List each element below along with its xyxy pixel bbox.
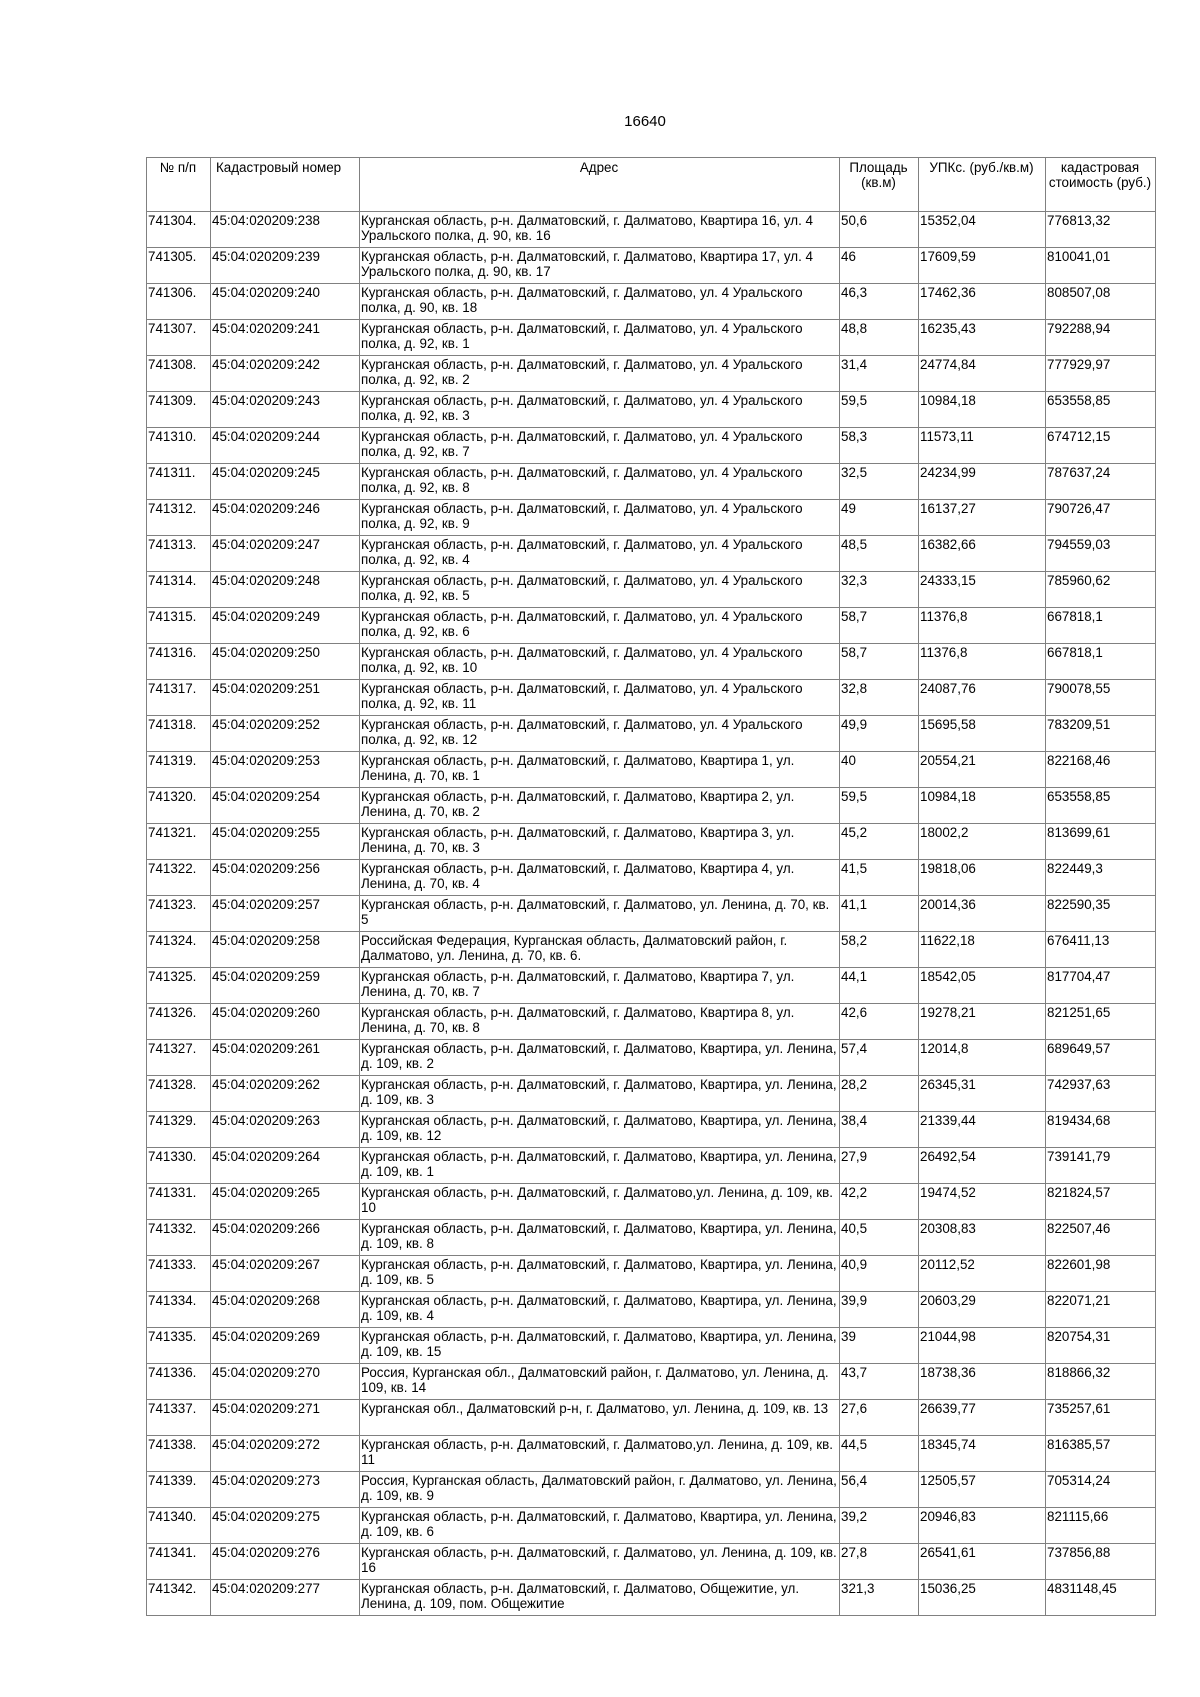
address: Курганская область, р-н. Далматовский, г. Далматово, Квартира 16, ул. 4 Уральского полка, д. 90, кв. 16 bbox=[360, 212, 840, 248]
row-num: 741341. bbox=[147, 1544, 211, 1580]
address: Курганская область, р-н. Далматовский, г. Далматово, ул. 4 Уральского полка, д. 92, кв. 11 bbox=[360, 680, 840, 716]
address: Курганская область, р-н. Далматовский, г. Далматово, ул. Ленина, д. 109, кв. 16 bbox=[360, 1544, 840, 1580]
area: 41,5 bbox=[840, 860, 919, 896]
cadastral-number: 45:04:020209:242 bbox=[211, 356, 360, 392]
upks: 18542,05 bbox=[919, 968, 1046, 1004]
cadastral-number: 45:04:020209:275 bbox=[211, 1508, 360, 1544]
area: 46,3 bbox=[840, 284, 919, 320]
address: Российская Федерация, Курганская область, Далматовский район, г. Далматово, ул. Ленина, д. 70, кв. 6. bbox=[360, 932, 840, 968]
address: Курганская область, р-н. Далматовский, г. Далматово, Общежитие, ул. Ленина, д. 109, пом. Общежитие bbox=[360, 1580, 840, 1616]
table-row bbox=[147, 752, 1156, 788]
cadastral-value: 667818,1 bbox=[1046, 644, 1156, 680]
row-num: 741326. bbox=[147, 1004, 211, 1040]
upks: 19278,21 bbox=[919, 1004, 1046, 1040]
table-row bbox=[147, 1076, 1156, 1112]
area: 58,3 bbox=[840, 428, 919, 464]
cadastral-value: 794559,03 bbox=[1046, 536, 1156, 572]
upks: 20014,36 bbox=[919, 896, 1046, 932]
area: 40,5 bbox=[840, 1220, 919, 1256]
cadastral-number: 45:04:020209:265 bbox=[211, 1184, 360, 1220]
address: Курганская область, р-н. Далматовский, г. Далматово, Квартира 8, ул. Ленина, д. 70, кв. 8 bbox=[360, 1004, 840, 1040]
upks: 15695,58 bbox=[919, 716, 1046, 752]
cadastral-value: 653558,85 bbox=[1046, 392, 1156, 428]
table-row bbox=[147, 608, 1156, 644]
cadastral-number: 45:04:020209:259 bbox=[211, 968, 360, 1004]
area: 50,6 bbox=[840, 212, 919, 248]
area: 48,8 bbox=[840, 320, 919, 356]
upks: 11622,18 bbox=[919, 932, 1046, 968]
cadastral-value: 822071,21 bbox=[1046, 1292, 1156, 1328]
upks: 20112,52 bbox=[919, 1256, 1046, 1292]
table-row bbox=[147, 572, 1156, 608]
table-row bbox=[147, 860, 1156, 896]
table-header-row bbox=[147, 158, 1156, 212]
cadastral-number: 45:04:020209:272 bbox=[211, 1436, 360, 1472]
address: Курганская область, р-н. Далматовский, г. Далматово, ул. 4 Уральского полка, д. 92, кв. 1 bbox=[360, 320, 840, 356]
area: 39 bbox=[840, 1328, 919, 1364]
upks: 21339,44 bbox=[919, 1112, 1046, 1148]
area: 38,4 bbox=[840, 1112, 919, 1148]
area: 321,3 bbox=[840, 1580, 919, 1616]
cadastral-value: 667818,1 bbox=[1046, 608, 1156, 644]
row-num: 741333. bbox=[147, 1256, 211, 1292]
row-num: 741316. bbox=[147, 644, 211, 680]
upks: 17609,59 bbox=[919, 248, 1046, 284]
upks: 10984,18 bbox=[919, 788, 1046, 824]
row-num: 741321. bbox=[147, 824, 211, 860]
address: Курганская область, р-н. Далматовский, г. Далматово, ул. 4 Уральского полка, д. 92, кв. 9 bbox=[360, 500, 840, 536]
upks: 24333,15 bbox=[919, 572, 1046, 608]
area: 32,8 bbox=[840, 680, 919, 716]
row-num: 741315. bbox=[147, 608, 211, 644]
area: 45,2 bbox=[840, 824, 919, 860]
cadastral-value: 822449,3 bbox=[1046, 860, 1156, 896]
row-num: 741334. bbox=[147, 1292, 211, 1328]
table-row bbox=[147, 644, 1156, 680]
table-row bbox=[147, 1472, 1156, 1508]
cadastral-number: 45:04:020209:251 bbox=[211, 680, 360, 716]
table-row bbox=[147, 932, 1156, 968]
row-num: 741342. bbox=[147, 1580, 211, 1616]
table-row bbox=[147, 1292, 1156, 1328]
address: Курганская область, р-н. Далматовский, г. Далматово, Квартира 2, ул. Ленина, д. 70, кв. 2 bbox=[360, 788, 840, 824]
table-row bbox=[147, 1184, 1156, 1220]
row-num: 741340. bbox=[147, 1508, 211, 1544]
row-num: 741331. bbox=[147, 1184, 211, 1220]
upks: 12505,57 bbox=[919, 1472, 1046, 1508]
cadastral-value: 808507,08 bbox=[1046, 284, 1156, 320]
cadastral-number: 45:04:020209:249 bbox=[211, 608, 360, 644]
cadastral-value: 689649,57 bbox=[1046, 1040, 1156, 1076]
table-row bbox=[147, 1256, 1156, 1292]
cadastral-value: 821115,66 bbox=[1046, 1508, 1156, 1544]
cadastral-number: 45:04:020209:257 bbox=[211, 896, 360, 932]
cadastral-number: 45:04:020209:276 bbox=[211, 1544, 360, 1580]
upks: 11573,11 bbox=[919, 428, 1046, 464]
table-row bbox=[147, 1544, 1156, 1580]
header-address: Адрес bbox=[360, 158, 840, 212]
row-num: 741338. bbox=[147, 1436, 211, 1472]
cadastral-number: 45:04:020209:261 bbox=[211, 1040, 360, 1076]
address: Курганская область, р-н. Далматовский, г. Далматово, ул. 4 Уральского полка, д. 92, кв. 6 bbox=[360, 608, 840, 644]
area: 57,4 bbox=[840, 1040, 919, 1076]
row-num: 741308. bbox=[147, 356, 211, 392]
area: 31,4 bbox=[840, 356, 919, 392]
cadastral-number: 45:04:020209:248 bbox=[211, 572, 360, 608]
upks: 18002,2 bbox=[919, 824, 1046, 860]
table-row bbox=[147, 1040, 1156, 1076]
upks: 26541,61 bbox=[919, 1544, 1046, 1580]
upks: 19818,06 bbox=[919, 860, 1046, 896]
cadastral-value: 742937,63 bbox=[1046, 1076, 1156, 1112]
row-num: 741310. bbox=[147, 428, 211, 464]
address: Курганская область, р-н. Далматовский, г. Далматово, Квартира, ул. Ленина, д. 109, кв. 4 bbox=[360, 1292, 840, 1328]
cadastral-value: 787637,24 bbox=[1046, 464, 1156, 500]
table-row bbox=[147, 1436, 1156, 1472]
cadastral-table bbox=[146, 157, 1156, 1616]
area: 32,5 bbox=[840, 464, 919, 500]
upks: 16382,66 bbox=[919, 536, 1046, 572]
address: Россия, Курганская обл., Далматовский район, г. Далматово, ул. Ленина, д. 109, кв. 14 bbox=[360, 1364, 840, 1400]
address: Россия, Курганская область, Далматовский район, г. Далматово, ул. Ленина, д. 109, кв. 9 bbox=[360, 1472, 840, 1508]
row-num: 741314. bbox=[147, 572, 211, 608]
page-number: 16640 bbox=[624, 113, 666, 130]
upks: 26492,54 bbox=[919, 1148, 1046, 1184]
row-num: 741336. bbox=[147, 1364, 211, 1400]
area: 48,5 bbox=[840, 536, 919, 572]
cadastral-value: 817704,47 bbox=[1046, 968, 1156, 1004]
table-row bbox=[147, 212, 1156, 248]
row-num: 741313. bbox=[147, 536, 211, 572]
area: 40,9 bbox=[840, 1256, 919, 1292]
row-num: 741329. bbox=[147, 1112, 211, 1148]
address: Курганская область, р-н. Далматовский, г. Далматово, Квартира, ул. Ленина, д. 109, кв. 15 bbox=[360, 1328, 840, 1364]
cadastral-value: 810041,01 bbox=[1046, 248, 1156, 284]
upks: 24087,76 bbox=[919, 680, 1046, 716]
cadastral-number: 45:04:020209:256 bbox=[211, 860, 360, 896]
address: Курганская область, р-н. Далматовский, г. Далматово, ул. 4 Уральского полка, д. 92, кв. 12 bbox=[360, 716, 840, 752]
cadastral-value: 822168,46 bbox=[1046, 752, 1156, 788]
area: 28,2 bbox=[840, 1076, 919, 1112]
cadastral-value: 777929,97 bbox=[1046, 356, 1156, 392]
table-row bbox=[147, 680, 1156, 716]
area: 32,3 bbox=[840, 572, 919, 608]
cadastral-value: 822590,35 bbox=[1046, 896, 1156, 932]
table-row bbox=[147, 788, 1156, 824]
upks: 10984,18 bbox=[919, 392, 1046, 428]
row-num: 741305. bbox=[147, 248, 211, 284]
upks: 11376,8 bbox=[919, 644, 1046, 680]
cadastral-value: 821824,57 bbox=[1046, 1184, 1156, 1220]
cadastral-value: 776813,32 bbox=[1046, 212, 1156, 248]
address: Курганская область, р-н. Далматовский, г. Далматово,ул. Ленина, д. 109, кв. 11 bbox=[360, 1436, 840, 1472]
cadastral-value: 818866,32 bbox=[1046, 1364, 1156, 1400]
table-row bbox=[147, 536, 1156, 572]
area: 49,9 bbox=[840, 716, 919, 752]
table-row bbox=[147, 1220, 1156, 1256]
row-num: 741311. bbox=[147, 464, 211, 500]
address: Курганская область, р-н. Далматовский, г. Далматово, ул. 4 Уральского полка, д. 92, кв. 7 bbox=[360, 428, 840, 464]
cadastral-number: 45:04:020209:243 bbox=[211, 392, 360, 428]
upks: 24234,99 bbox=[919, 464, 1046, 500]
cadastral-value: 676411,13 bbox=[1046, 932, 1156, 968]
table-row bbox=[147, 1364, 1156, 1400]
cadastral-value: 816385,57 bbox=[1046, 1436, 1156, 1472]
cadastral-value: 4831148,45 bbox=[1046, 1580, 1156, 1616]
table-row bbox=[147, 284, 1156, 320]
row-num: 741332. bbox=[147, 1220, 211, 1256]
address: Курганская область, р-н. Далматовский, г. Далматово, ул. 4 Уральского полка, д. 90, кв. 18 bbox=[360, 284, 840, 320]
table-row bbox=[147, 428, 1156, 464]
cadastral-number: 45:04:020209:260 bbox=[211, 1004, 360, 1040]
cadastral-value: 739141,79 bbox=[1046, 1148, 1156, 1184]
upks: 16235,43 bbox=[919, 320, 1046, 356]
table-row bbox=[147, 824, 1156, 860]
cadastral-value: 822507,46 bbox=[1046, 1220, 1156, 1256]
upks: 15036,25 bbox=[919, 1580, 1046, 1616]
row-num: 741327. bbox=[147, 1040, 211, 1076]
area: 46 bbox=[840, 248, 919, 284]
area: 58,7 bbox=[840, 644, 919, 680]
header-area: Площадь (кв.м) bbox=[840, 158, 919, 212]
row-num: 741319. bbox=[147, 752, 211, 788]
upks: 24774,84 bbox=[919, 356, 1046, 392]
row-num: 741337. bbox=[147, 1400, 211, 1436]
address: Курганская область, р-н. Далматовский, г. Далматово, Квартира 7, ул. Ленина, д. 70, кв. 7 bbox=[360, 968, 840, 1004]
address: Курганская область, р-н. Далматовский, г. Далматово, Квартира 17, ул. 4 Уральского полка, д. 90, кв. 17 bbox=[360, 248, 840, 284]
row-num: 741322. bbox=[147, 860, 211, 896]
header-cadastral: Кадастровый номер bbox=[211, 158, 360, 212]
row-num: 741306. bbox=[147, 284, 211, 320]
address: Курганская область, р-н. Далматовский, г. Далматово, Квартира 3, ул. Ленина, д. 70, кв. 3 bbox=[360, 824, 840, 860]
row-num: 741335. bbox=[147, 1328, 211, 1364]
row-num: 741307. bbox=[147, 320, 211, 356]
upks: 15352,04 bbox=[919, 212, 1046, 248]
address: Курганская область, р-н. Далматовский, г. Далматово, ул. 4 Уральского полка, д. 92, кв. 8 bbox=[360, 464, 840, 500]
cadastral-number: 45:04:020209:269 bbox=[211, 1328, 360, 1364]
table-row bbox=[147, 716, 1156, 752]
address: Курганская обл., Далматовский р-н, г. Далматово, ул. Ленина, д. 109, кв. 13 bbox=[360, 1400, 840, 1436]
cadastral-number: 45:04:020209:268 bbox=[211, 1292, 360, 1328]
cadastral-value: 790726,47 bbox=[1046, 500, 1156, 536]
address: Курганская область, р-н. Далматовский, г. Далматово, Квартира, ул. Ленина, д. 109, кв. 8 bbox=[360, 1220, 840, 1256]
upks: 11376,8 bbox=[919, 608, 1046, 644]
row-num: 741312. bbox=[147, 500, 211, 536]
address: Курганская область, р-н. Далматовский, г. Далматово,ул. Ленина, д. 109, кв. 10 bbox=[360, 1184, 840, 1220]
address: Курганская область, р-н. Далматовский, г. Далматово, Квартира 4, ул. Ленина, д. 70, кв. 4 bbox=[360, 860, 840, 896]
cadastral-value: 735257,61 bbox=[1046, 1400, 1156, 1436]
table-row bbox=[147, 1400, 1156, 1436]
upks: 26345,31 bbox=[919, 1076, 1046, 1112]
area: 27,6 bbox=[840, 1400, 919, 1436]
cadastral-value: 792288,94 bbox=[1046, 320, 1156, 356]
table-row bbox=[147, 1508, 1156, 1544]
address: Курганская область, р-н. Далматовский, г. Далматово, ул. Ленина, д. 70, кв. 5 bbox=[360, 896, 840, 932]
cadastral-number: 45:04:020209:267 bbox=[211, 1256, 360, 1292]
cadastral-number: 45:04:020209:240 bbox=[211, 284, 360, 320]
row-num: 741304. bbox=[147, 212, 211, 248]
upks: 20308,83 bbox=[919, 1220, 1046, 1256]
cadastral-number: 45:04:020209:271 bbox=[211, 1400, 360, 1436]
upks: 12014,8 bbox=[919, 1040, 1046, 1076]
upks: 19474,52 bbox=[919, 1184, 1046, 1220]
table-row bbox=[147, 500, 1156, 536]
cadastral-number: 45:04:020209:277 bbox=[211, 1580, 360, 1616]
area: 59,5 bbox=[840, 788, 919, 824]
cadastral-number: 45:04:020209:254 bbox=[211, 788, 360, 824]
area: 56,4 bbox=[840, 1472, 919, 1508]
cadastral-value: 820754,31 bbox=[1046, 1328, 1156, 1364]
row-num: 741309. bbox=[147, 392, 211, 428]
area: 40 bbox=[840, 752, 919, 788]
cadastral-number: 45:04:020209:263 bbox=[211, 1112, 360, 1148]
area: 39,2 bbox=[840, 1508, 919, 1544]
row-num: 741317. bbox=[147, 680, 211, 716]
cadastral-value: 705314,24 bbox=[1046, 1472, 1156, 1508]
table-row bbox=[147, 1328, 1156, 1364]
row-num: 741324. bbox=[147, 932, 211, 968]
header-upks: УПКс. (руб./кв.м) bbox=[919, 158, 1046, 212]
upks: 20946,83 bbox=[919, 1508, 1046, 1544]
table-row bbox=[147, 464, 1156, 500]
area: 44,1 bbox=[840, 968, 919, 1004]
upks: 16137,27 bbox=[919, 500, 1046, 536]
address: Курганская область, р-н. Далматовский, г. Далматово, ул. 4 Уральского полка, д. 92, кв. 3 bbox=[360, 392, 840, 428]
address: Курганская область, р-н. Далматовский, г. Далматово, ул. 4 Уральского полка, д. 92, кв. 2 bbox=[360, 356, 840, 392]
row-num: 741320. bbox=[147, 788, 211, 824]
cadastral-number: 45:04:020209:266 bbox=[211, 1220, 360, 1256]
area: 44,5 bbox=[840, 1436, 919, 1472]
cadastral-number: 45:04:020209:241 bbox=[211, 320, 360, 356]
table-row bbox=[147, 1112, 1156, 1148]
cadastral-value: 819434,68 bbox=[1046, 1112, 1156, 1148]
row-num: 741339. bbox=[147, 1472, 211, 1508]
table-row bbox=[147, 896, 1156, 932]
cadastral-value: 822601,98 bbox=[1046, 1256, 1156, 1292]
table-row bbox=[147, 1004, 1156, 1040]
cadastral-value: 821251,65 bbox=[1046, 1004, 1156, 1040]
area: 49 bbox=[840, 500, 919, 536]
cadastral-number: 45:04:020209:245 bbox=[211, 464, 360, 500]
address: Курганская область, р-н. Далматовский, г. Далматово, ул. 4 Уральского полка, д. 92, кв. 5 bbox=[360, 572, 840, 608]
cadastral-number: 45:04:020209:264 bbox=[211, 1148, 360, 1184]
cadastral-value: 737856,88 bbox=[1046, 1544, 1156, 1580]
cadastral-number: 45:04:020209:262 bbox=[211, 1076, 360, 1112]
address: Курганская область, р-н. Далматовский, г. Далматово, Квартира, ул. Ленина, д. 109, кв. 12 bbox=[360, 1112, 840, 1148]
area: 27,8 bbox=[840, 1544, 919, 1580]
table-row bbox=[147, 392, 1156, 428]
cadastral-value: 790078,55 bbox=[1046, 680, 1156, 716]
area: 43,7 bbox=[840, 1364, 919, 1400]
area: 58,7 bbox=[840, 608, 919, 644]
upks: 26639,77 bbox=[919, 1400, 1046, 1436]
cadastral-number: 45:04:020209:252 bbox=[211, 716, 360, 752]
upks: 18345,74 bbox=[919, 1436, 1046, 1472]
cadastral-number: 45:04:020209:273 bbox=[211, 1472, 360, 1508]
area: 39,9 bbox=[840, 1292, 919, 1328]
area: 42,6 bbox=[840, 1004, 919, 1040]
upks: 20554,21 bbox=[919, 752, 1046, 788]
row-num: 741318. bbox=[147, 716, 211, 752]
row-num: 741323. bbox=[147, 896, 211, 932]
area: 42,2 bbox=[840, 1184, 919, 1220]
table-row bbox=[147, 1148, 1156, 1184]
upks: 21044,98 bbox=[919, 1328, 1046, 1364]
cadastral-number: 45:04:020209:238 bbox=[211, 212, 360, 248]
cadastral-value: 813699,61 bbox=[1046, 824, 1156, 860]
address: Курганская область, р-н. Далматовский, г. Далматово, Квартира 1, ул. Ленина, д. 70, кв. 1 bbox=[360, 752, 840, 788]
upks: 20603,29 bbox=[919, 1292, 1046, 1328]
table-row bbox=[147, 356, 1156, 392]
address: Курганская область, р-н. Далматовский, г. Далматово, Квартира, ул. Ленина, д. 109, кв. 6 bbox=[360, 1508, 840, 1544]
cadastral-number: 45:04:020209:246 bbox=[211, 500, 360, 536]
cadastral-number: 45:04:020209:244 bbox=[211, 428, 360, 464]
cadastral-number: 45:04:020209:255 bbox=[211, 824, 360, 860]
cadastral-number: 45:04:020209:250 bbox=[211, 644, 360, 680]
header-num: № п/п bbox=[147, 158, 211, 212]
area: 27,9 bbox=[840, 1148, 919, 1184]
upks: 17462,36 bbox=[919, 284, 1046, 320]
table-row bbox=[147, 248, 1156, 284]
cadastral-number: 45:04:020209:270 bbox=[211, 1364, 360, 1400]
cadastral-number: 45:04:020209:247 bbox=[211, 536, 360, 572]
address: Курганская область, р-н. Далматовский, г. Далматово, Квартира, ул. Ленина, д. 109, кв. 3 bbox=[360, 1076, 840, 1112]
header-value: кадастровая стоимость (руб.) bbox=[1046, 158, 1156, 212]
cadastral-number: 45:04:020209:258 bbox=[211, 932, 360, 968]
table-row bbox=[147, 1580, 1156, 1616]
row-num: 741328. bbox=[147, 1076, 211, 1112]
table-row bbox=[147, 968, 1156, 1004]
cadastral-value: 653558,85 bbox=[1046, 788, 1156, 824]
area: 41,1 bbox=[840, 896, 919, 932]
upks: 18738,36 bbox=[919, 1364, 1046, 1400]
cadastral-number: 45:04:020209:239 bbox=[211, 248, 360, 284]
address: Курганская область, р-н. Далматовский, г. Далматово, ул. 4 Уральского полка, д. 92, кв. 4 bbox=[360, 536, 840, 572]
row-num: 741330. bbox=[147, 1148, 211, 1184]
cadastral-number: 45:04:020209:253 bbox=[211, 752, 360, 788]
address: Курганская область, р-н. Далматовский, г. Далматово, Квартира, ул. Ленина, д. 109, кв. 5 bbox=[360, 1256, 840, 1292]
cadastral-value: 785960,62 bbox=[1046, 572, 1156, 608]
address: Курганская область, р-н. Далматовский, г. Далматово, Квартира, ул. Ленина, д. 109, кв. 2 bbox=[360, 1040, 840, 1076]
area: 58,2 bbox=[840, 932, 919, 968]
address: Курганская область, р-н. Далматовский, г. Далматово, ул. 4 Уральского полка, д. 92, кв. 10 bbox=[360, 644, 840, 680]
cadastral-value: 783209,51 bbox=[1046, 716, 1156, 752]
address: Курганская область, р-н. Далматовский, г. Далматово, Квартира, ул. Ленина, д. 109, кв. 1 bbox=[360, 1148, 840, 1184]
cadastral-value: 674712,15 bbox=[1046, 428, 1156, 464]
table-row bbox=[147, 320, 1156, 356]
row-num: 741325. bbox=[147, 968, 211, 1004]
area: 59,5 bbox=[840, 392, 919, 428]
